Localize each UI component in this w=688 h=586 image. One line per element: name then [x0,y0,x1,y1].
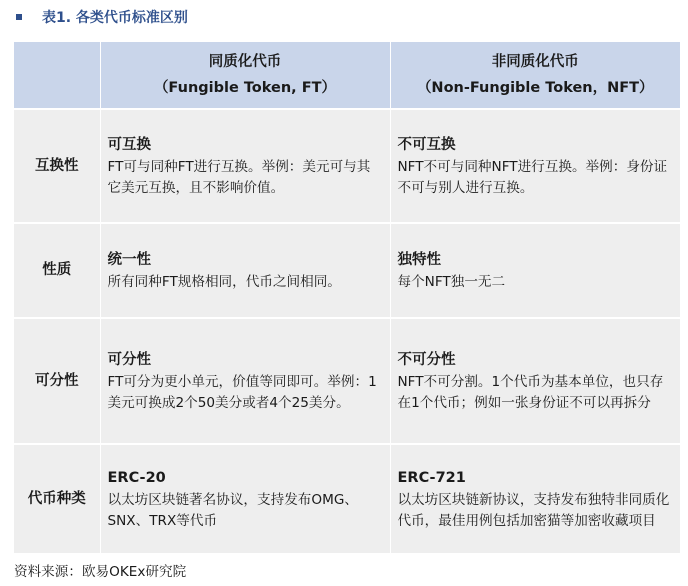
ft-cell-title: 可互换 [107,137,151,153]
row-label-nature: 性质 [14,223,100,318]
comparison-table [14,42,680,555]
nft-cell [390,318,680,444]
table-header-row [14,42,680,109]
header-nft [390,42,680,109]
ft-cell-title: 可分性 [107,352,151,368]
table-title: 表1. 各类代币标准区别 [42,10,188,26]
row-label-divisibility: 可分性 [14,318,100,444]
table-row [14,444,680,554]
nft-cell [390,444,680,554]
nft-cell-text: 以太坊区块链新协议，支持发布独特非同质化代币，最佳用例包括加密猫等加密收藏项目 [397,492,670,529]
ft-cell [100,318,390,444]
ft-cell [100,223,390,318]
table-title-row [16,6,188,28]
source-note: 资料来源：欧易OKEx研究院 [14,564,187,580]
table-row [14,318,680,444]
ft-cell-text: FT可与同种FT进行互换。举例：美元可与其它美元互换，且不影响价值。 [107,159,371,196]
row-label-fungibility: 互换性 [14,109,100,223]
ft-cell-text: 所有同种FT规格相同，代币之间相同。 [107,274,341,290]
nft-cell [390,109,680,223]
header-ft-english: （Fungible Token, FT） [153,80,337,96]
nft-cell-title: 不可互换 [397,137,456,153]
nft-cell-title: ERC-721 [397,470,466,486]
nft-cell-text: NFT不可分割。1个代币为基本单位，也只存在1个代币；例如一张身份证不可以再拆分 [397,374,664,411]
nft-cell-title: 不可分性 [397,352,456,368]
nft-cell-text: 每个NFT独一无二 [397,274,506,290]
ft-cell [100,444,390,554]
table-row [14,223,680,318]
row-label-token-type: 代币种类 [14,444,100,554]
ft-cell [100,109,390,223]
ft-cell-title: 统一性 [107,252,151,268]
nft-cell-title: 独特性 [397,252,441,268]
square-bullet-icon [16,14,22,20]
ft-cell-title: ERC-20 [107,470,166,486]
header-corner-cell [14,42,100,109]
nft-cell-text: NFT不可与同种NFT进行互换。举例：身份证不可与别人进行互换。 [397,159,668,196]
header-nft-english: （Non-Fungible Token，NFT） [416,80,654,96]
ft-cell-text: FT可分为更小单元，价值等同即可。举例：1美元可换成2个50美分或者4个25美分。 [107,374,377,411]
ft-cell-text: 以太坊区块链著名协议，支持发布OMG、SNX、TRX等代币 [107,492,358,529]
nft-cell [390,223,680,318]
table-row [14,109,680,223]
header-ft [100,42,390,109]
header-ft-name: 同质化代币 [208,54,282,70]
header-nft-name: 非同质化代币 [491,54,579,70]
